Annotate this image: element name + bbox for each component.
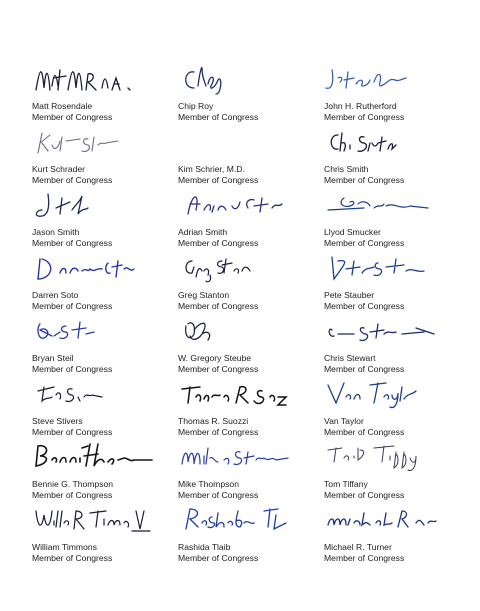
signer-block — [32, 123, 178, 186]
signer-title: Member of Congress — [324, 364, 405, 374]
signer-block — [32, 186, 178, 249]
signer-title: Member of Congress — [32, 238, 113, 248]
signature-image — [178, 501, 308, 537]
signer-block — [178, 249, 324, 312]
signer-name: Greg Stanton — [178, 290, 230, 300]
signer-block — [324, 60, 452, 123]
signer-name: Mike Thompson — [178, 479, 239, 489]
signer-name: John H. Rutherford — [324, 101, 397, 111]
signer-block — [324, 249, 452, 312]
signer-block — [178, 186, 324, 249]
signer-title: Member of Congress — [324, 301, 405, 311]
signature-image — [324, 438, 454, 474]
signer-name: Michael R. Turner — [324, 542, 392, 552]
signer-title: Member of Congress — [32, 364, 113, 374]
signature-image — [32, 60, 162, 96]
signer-name: Chris Stewart — [324, 353, 376, 363]
signer-block — [32, 249, 178, 312]
signer-title: Member of Congress — [178, 301, 259, 311]
signer-title: Member of Congress — [32, 175, 113, 185]
signature-image — [32, 123, 162, 159]
signer-name: Kurt Schrader — [32, 164, 86, 174]
signer-title: Member of Congress — [324, 112, 405, 122]
signer-name: Pete Stauber — [324, 290, 375, 300]
signature-image — [178, 60, 308, 96]
signature-image — [178, 438, 308, 474]
signer-block — [178, 312, 324, 375]
signature-image — [324, 123, 454, 159]
signer-title: Member of Congress — [178, 175, 259, 185]
signer-block — [324, 312, 452, 375]
signer-title: Member of Congress — [178, 238, 259, 248]
signer-block — [32, 60, 178, 123]
signer-name: William Timmons — [32, 542, 97, 552]
signer-block — [178, 60, 324, 123]
signer-title: Member of Congress — [178, 112, 259, 122]
signer-title: Member of Congress — [32, 553, 113, 563]
signer-name: Kim Schrier, M.D. — [178, 164, 245, 174]
signature-grid — [32, 60, 452, 564]
signer-block — [32, 312, 178, 375]
signer-block — [178, 123, 324, 186]
signer-name: Chip Roy — [178, 101, 214, 111]
signer-block — [32, 438, 178, 501]
signer-name: Rashida Tlaib — [178, 542, 231, 552]
signer-title: Member of Congress — [32, 112, 113, 122]
signer-name: Matt Rosendale — [32, 101, 93, 111]
signature-image — [32, 249, 162, 285]
signer-title: Member of Congress — [32, 490, 113, 500]
signer-name: Tom Tiffany — [324, 479, 368, 489]
signer-block — [324, 501, 452, 564]
signature-image — [324, 312, 454, 348]
signature-image — [32, 438, 162, 474]
signature-image — [324, 375, 454, 411]
signature-image — [32, 375, 162, 411]
signer-name: Van Taylor — [324, 416, 364, 426]
signer-block — [32, 375, 178, 438]
signature-image — [178, 123, 308, 159]
signer-block — [178, 501, 324, 564]
signer-name: Llyod Smucker — [324, 227, 381, 237]
signer-title: Member of Congress — [324, 238, 405, 248]
signer-name: Thomas R. Suozzi — [178, 416, 249, 426]
signature-image — [178, 186, 308, 222]
signer-block — [324, 123, 452, 186]
signature-image — [324, 186, 454, 222]
signer-name: Darren Soto — [32, 290, 79, 300]
signature-image — [32, 186, 162, 222]
signer-title: Member of Congress — [32, 427, 113, 437]
signer-name: Bryan Steil — [32, 353, 74, 363]
signature-image — [178, 249, 308, 285]
signer-name: Adrian Smith — [178, 227, 228, 237]
signature-image — [178, 312, 308, 348]
signature-image — [32, 312, 162, 348]
signature-image — [324, 501, 454, 537]
signer-title: Member of Congress — [178, 553, 259, 563]
signer-name: Bennie G. Thompson — [32, 479, 114, 489]
signer-title: Member of Congress — [324, 553, 405, 563]
signer-block — [324, 438, 452, 501]
signer-title: Member of Congress — [32, 301, 113, 311]
signature-image — [324, 60, 454, 96]
signature-image — [324, 249, 454, 285]
signer-title: Member of Congress — [178, 364, 259, 374]
signer-block — [324, 186, 452, 249]
signature-image — [178, 375, 308, 411]
signer-block — [324, 375, 452, 438]
signer-title: Member of Congress — [324, 175, 405, 185]
signer-title: Member of Congress — [178, 427, 259, 437]
signer-title: Member of Congress — [178, 490, 259, 500]
signer-name: Steve Stivers — [32, 416, 83, 426]
signer-block — [178, 375, 324, 438]
signature-image — [32, 501, 162, 537]
signer-title: Member of Congress — [324, 427, 405, 437]
signer-title: Member of Congress — [324, 490, 405, 500]
signer-block — [32, 501, 178, 564]
signer-name: W. Gregory Steube — [178, 353, 252, 363]
signer-name: Chris Smith — [324, 164, 369, 174]
signer-name: Jason Smith — [32, 227, 80, 237]
signer-block — [178, 438, 324, 501]
